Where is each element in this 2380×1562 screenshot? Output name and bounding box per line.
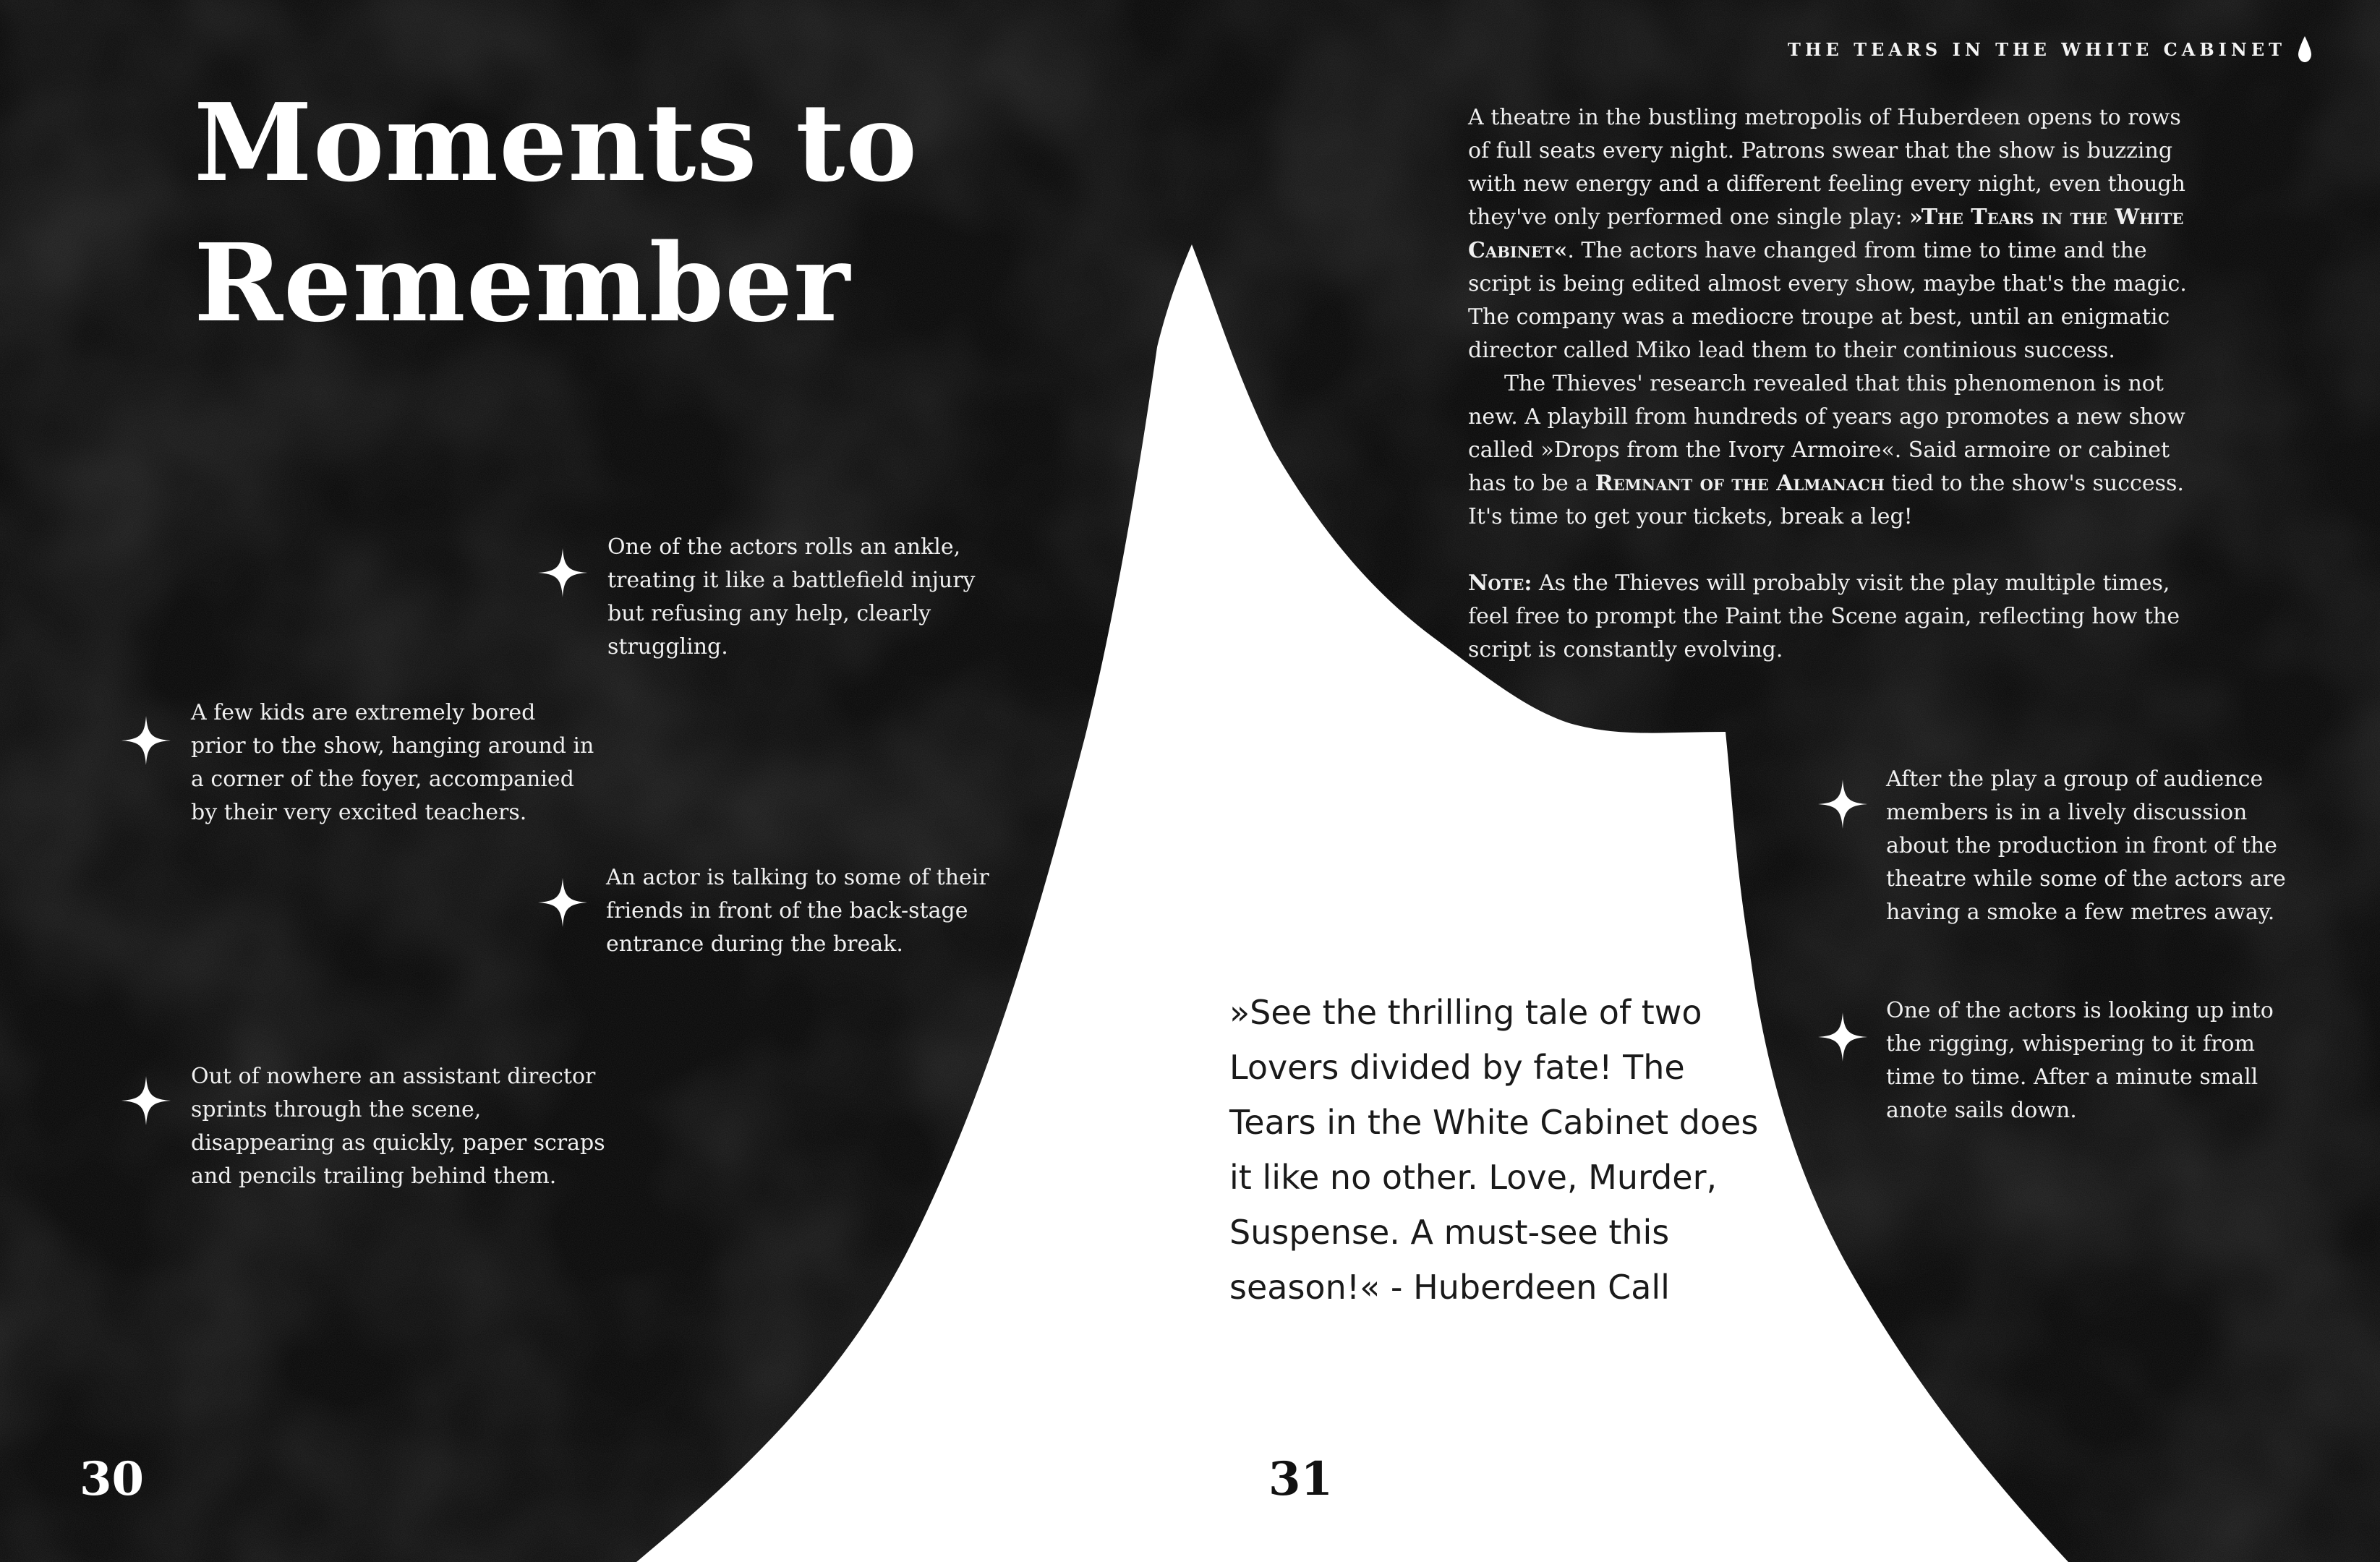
four-point-sparkle-icon [1817,1011,1869,1063]
page-number-left: 30 [80,1452,145,1506]
moment-item: An actor is talking to some of their friends in front of the back-stage entrance during the break. [606,865,989,957]
note-label: Note: [1468,571,1532,596]
intro-paragraph-2 [1468,367,2198,534]
four-point-sparkle-icon [537,547,589,599]
moment-item: One of the actors is looking up into the rigging, whispering to it from time to time. After a minute small anote sails down. [1886,998,2274,1123]
intro-p1-text-a: A theatre in the bustling metropolis of Huberdeen opens to rows of full seats every night. Patrons swear that the show is buzzing with new energy and a different feeling every night, even though they've only performed one single play: [1468,105,2185,230]
moment-item: Out of nowhere an assistant director sprints through the scene, disappearing as quickly, paper scraps and pencils trailing behind them. [191,1064,605,1189]
playbill-quote: »See the thrilling tale of two Lovers divided by fate! The Tears in the White Cabinet does it like no other. Love, Murder, Suspense. A must-see this season!« - Huberdeen Call [1229,993,1759,1307]
page-number-right: 31 [1268,1452,1334,1506]
four-point-sparkle-icon [120,1075,172,1127]
remnant-term: Remnant of the Almanach [1595,471,1885,496]
intro-p2-text-a: The Thieves' research revealed that this phenomenon is not new. A playbill from hundreds of years ago promotes a new show called »Drops from the Ivory Armoire«. Said armoire or cabinet has to be a [1468,371,2185,496]
four-point-sparkle-icon [1817,778,1869,830]
four-point-sparkle-icon [537,876,589,929]
teardrop-icon [2296,35,2313,64]
play-title: »The Tears in the White Cabinet« [1468,205,2184,263]
moment-item: A few kids are extremely bored prior to the show, hanging around in a corner of the foyer, accompanied by their very excited teachers. [191,700,594,825]
intro-text [1468,101,2198,667]
intro-paragraph-1 [1468,101,2198,367]
note-paragraph [1468,567,2198,667]
intro-p1-text-b: . The actors have changed from time to time and the script is being edited almost every show, maybe that's the magic. The company was a mediocre troupe at best, until an enigmatic director called Miko lead them to their continious success. [1468,238,2187,363]
four-point-sparkle-icon [120,714,172,767]
moment-item: After the play a group of audience members is in a lively discussion about the production in front of the theatre while some of the actors are having a smoke a few metres away. [1886,767,2286,925]
page-title-line-2: Remember [194,220,851,346]
page-title [194,72,989,353]
note-text: As the Thieves will probably visit the play multiple times, feel free to prompt the Paint the Scene again, reflecting how the script is constantly evolving. [1468,571,2180,662]
page-title-line-1: Moments to [194,80,918,205]
intro-p2-text-b: tied to the show's success. It's time to get your tickets, break a leg! [1468,471,2184,529]
running-header: THE TEARS IN THE WHITE CABINET [1788,39,2286,60]
moment-item: One of the actors rolls an ankle, treating it like a battlefield injury but refusing any help, clearly struggling. [607,534,976,660]
